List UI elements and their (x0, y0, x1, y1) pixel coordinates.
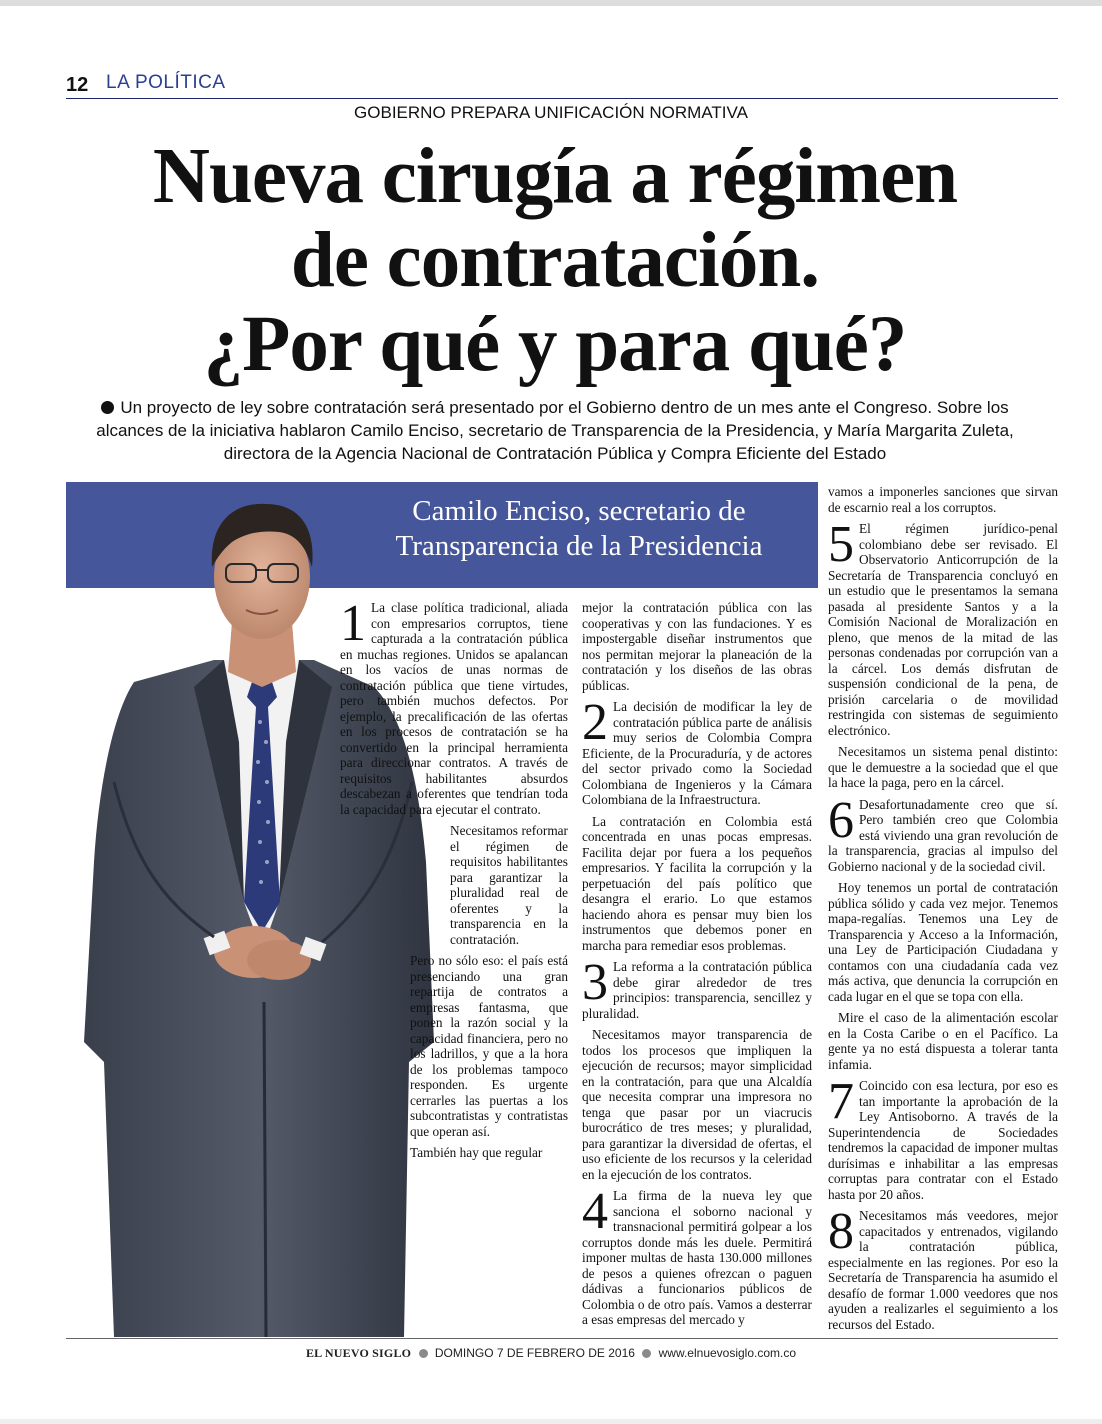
headline-line-2: de contratación. (290, 217, 820, 304)
page-footer (0, 1346, 1102, 1361)
answer-6-text: Desafortunadamente creo que sí. Pero también creo que Colombia está viviendo una gran revolución de la transparencia, gracias al impulso del Gobierno nacional y de la sociedad civil. (828, 796, 1058, 874)
column-3-paragraph: Necesitamos un sistema penal distinto: que le demuestre a la sociedad que el que la hace la paga, pero en la cárcel. (828, 744, 1058, 790)
answer-number: 6 (828, 791, 854, 849)
answer-3-text: La reforma a la contratación pública debe girar alrededor de tres principios: transparencia, sencillez y pluralidad. (582, 959, 812, 1021)
article-deck (60, 396, 1050, 465)
column-2-paragraph: Necesitamos mayor transparencia de todos los procesos que impliquen la ejecución de recursos; mayor simplicidad en la contratación, para que una Alcaldía que necesita comprar una impresora no tenga que pasar por un viacrucis burocrático de tres meses; y pluralidad, para garantizar la diversidad de ofertas, el uso eficiente de los recursos y la celeridad en la ejecución de los contratos. (582, 1027, 812, 1182)
footer-url: www.elnuevosiglo.com.co (658, 1346, 797, 1360)
answer-1 (340, 595, 568, 817)
answer-8 (828, 1203, 1058, 1332)
answer-7 (828, 1073, 1058, 1202)
deck-line-2: alcances de la iniciativa hablaron Camilo Enciso, secretario de Transparencia de la Presidencia, y María Margarita Zuleta, (96, 421, 1014, 440)
deck-line-3: directora de la Agencia Nacional de Contratación Pública y Compra Eficiente del Estado (223, 444, 887, 463)
article-kicker: GOBIERNO PREPARA UNIFICACIÓN NORMATIVA (354, 103, 748, 122)
footer-date: DOMINGO 7 DE FEBRERO DE 2016 (434, 1346, 635, 1360)
page-number: 12 (66, 74, 89, 96)
column-1-paragraph: Pero no sólo eso: el país está presenciando una gran repartija de contratos a empresas fantasma, que ponen la razón social y la capacidad financiera, pero no los ladrillos, y que a la hora de los problemas tampoco responden. Es urgente cerrarles las puertas a los subcontratistas y contratistas que operan así. (410, 953, 568, 1139)
answer-2-text: La decisión de modificar la ley de contratación pública parte de análisis muy serios de Colombia Compra Eficiente, de la Procuraduría, y de actores del sector privado como la Sociedad Colombiana de Ingenieros y la Cámara Colombiana de la Infraestructura. (582, 699, 812, 807)
answer-number: 4 (582, 1183, 608, 1240)
column-2-paragraph: mejor la contratación pública con las cooperativas y con las fundaciones. Y es impostergable diseñar instrumentos que nos permitan mejorar la planeación de la contratación y los diseños de las obras públicas. (582, 600, 812, 693)
answer-4-text: La firma de la nueva ley que sanciona el soborno nacional y transnacional permitirá golpear a los corruptos donde más les duele. Permitirá imponer multas de hasta 130.000 millones de pesos a quienes ofrezcan o paguen dádivas a funcionarios públicos de Colombia o de otro país. Vamos a desterrar a esas empresas del mercado y (582, 1188, 812, 1327)
deck-line-1: Un proyecto de ley sobre contratación será presentado por el Gobierno dentro de un mes ante el Congreso. Sobre los (120, 398, 1009, 417)
answer-number: 2 (582, 694, 608, 751)
footer-rule (66, 1338, 1058, 1339)
scan-edge-top (0, 0, 1102, 6)
column-3-paragraph: Hoy tenemos un portal de contratación pública sólido y cada vez mejor. Tenemos mapa-regalías. Tenemos una Ley de Transparencia y Acceso a la Información, una Ley de Participación Ciudadana y contamos con una ciudadanía cada vez más activa, que denuncia la corrupción en cada lugar en el que se topa con ella. (828, 880, 1058, 1004)
column-3-paragraph: Mire el caso de la alimentación escolar en la Costa Caribe o en el Pacífico. La gente ya no está dispuesta a tolerar tanta infamia. (828, 1010, 1058, 1072)
banner-title-line-2: Transparencia de la Presidencia (395, 530, 763, 562)
answer-8-text: Necesitamos más veedores, mejor capacitados y entrenados, vigilando la contratación pública, especialmente en las regiones. Por eso la Secretaría de Transparencia ha asumido el desafío de formar 1.000 veedores que nos ayuden a realizarles el seguimiento a los recursos del Estado. (828, 1208, 1058, 1332)
column-3-paragraph: vamos a imponerles sanciones que sirvan de escarnio real a los corruptos. (828, 484, 1058, 515)
answer-number: 7 (828, 1073, 854, 1130)
answer-number: 8 (828, 1203, 854, 1260)
answer-number: 3 (582, 954, 608, 1011)
answer-5 (828, 516, 1058, 738)
headline-line-3: ¿Por qué y para qué? (203, 301, 907, 388)
answer-5-text: El régimen jurídico-penal colombiano debe ser revisado. El Observatorio Anticorrupción de la Secretaría de Transparencia concluyó en un estudio que le presentamos la semana pasada al presidente Santos y a la Comisión Nacional de Moralización en pleno, que menos de la mitad de las personas condenadas por corrupción van a la cárcel. Los demás disfrutan de suspensión condicional de la pena, de prisión carcelaria o de movilidad restringida con sistemas de seguimiento electrónico. (828, 521, 1058, 738)
article-column-3 (828, 484, 1058, 1338)
answer-number: 1 (340, 595, 366, 652)
dot-icon (419, 1349, 428, 1358)
answer-6 (828, 791, 1058, 875)
section-name: LA POLÍTICA (106, 72, 226, 93)
scan-edge-bottom (0, 1419, 1102, 1424)
article-column-1 (340, 595, 568, 1167)
headline-line-1: Nueva cirugía a régimen (152, 133, 958, 220)
page-header (66, 72, 1058, 99)
article-column-2 (582, 600, 812, 1334)
dot-icon (642, 1349, 651, 1358)
answer-1-text: La clase política tradicional, aliada con empresarios corruptos, tiene capturada a la contratación pública en muchas regiones. Unidos se apalancan en los vacíos de unas normas de contratación pública que tiene virtudes, pero también muchos defectos. Por ejemplo, la precalificación de las ofertas en los procesos de contratación se ha convertido en la principal herramienta para direccionar contratos. A través de requisitos habilitantes absurdos descabezan a oferentes que tendrían toda la capacidad para ejecutar el contrato. (340, 600, 568, 817)
answer-4 (582, 1183, 812, 1328)
answer-number: 5 (828, 516, 854, 573)
article-headline (70, 135, 1040, 387)
column-2-paragraph: La contratación en Colombia está concentrada en unas pocas empresas. Facilita dejar por fuera a los pequeños empresarios. Y facilita la corrupción y la perpetuación del país político que desangra el erario. Lo que estamos haciendo ahora es pensar muy bien los instrumentos que debemos poner en marcha para remediar esos problemas. (582, 813, 812, 953)
newspaper-brand: EL NUEVO SIGLO (305, 1346, 412, 1360)
column-1-paragraph: También hay que regular (410, 1145, 543, 1160)
bullet-icon (101, 401, 114, 414)
column-1-paragraph: Necesitamos reformar el régimen de requisitos habilitantes para garantizar la pluralidad real de oferentes y la transparencia en la contratación. (450, 823, 568, 947)
banner-title-line-1: Camilo Enciso, secretario de (412, 495, 746, 527)
answer-2 (582, 694, 812, 808)
answer-7-text: Coincido con esa lectura, por eso es tan importante la aprobación de la Ley Antisoborno. A través de la Superintendencia de Sociedades tendremos la capacidad de imponer multas durísimas e inhabilitar a las empresas corruptas para contratar con el Estado hasta por 20 años. (828, 1078, 1058, 1202)
answer-3 (582, 954, 812, 1021)
